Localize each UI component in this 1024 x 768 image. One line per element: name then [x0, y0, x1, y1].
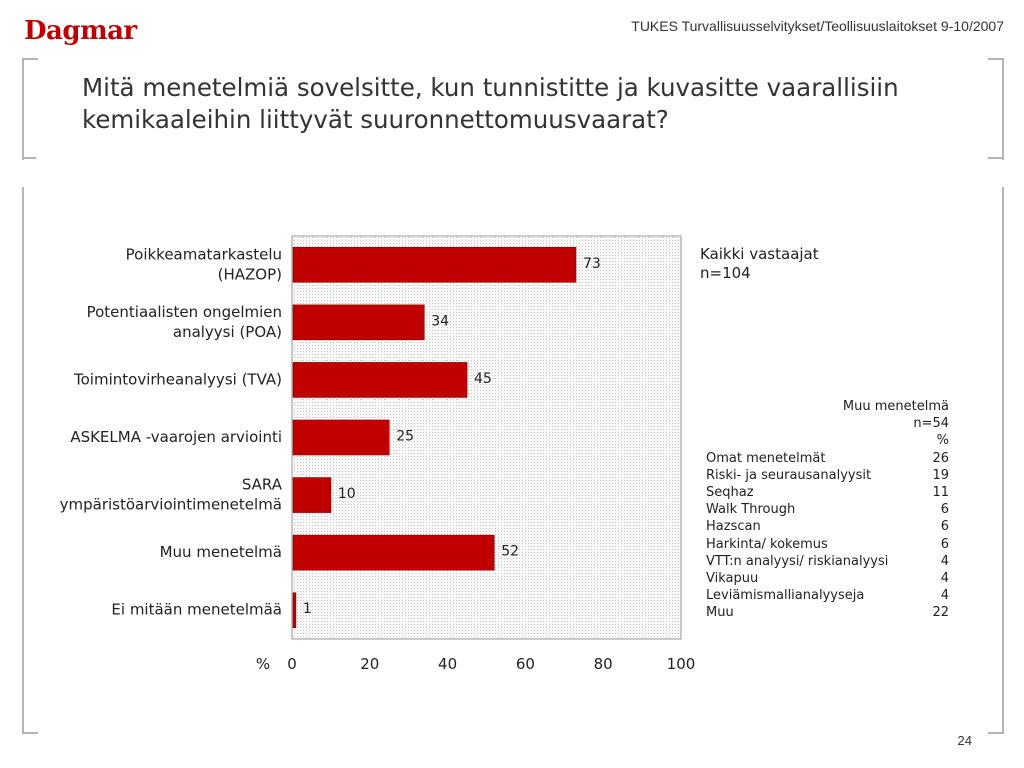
category-label: analyysi (POA) — [172, 322, 282, 341]
bar-value-label: 1 — [302, 601, 312, 618]
muu-table-n: n=54 — [913, 416, 949, 432]
page-number: 24 — [957, 733, 972, 748]
muu-row-label: Vikapuu — [706, 571, 759, 587]
bar-value-label: 25 — [396, 428, 415, 445]
category-label: Ei mitään menetelmää — [111, 600, 282, 619]
muu-row-label: Omat menetelmät — [706, 450, 826, 466]
muu-table-row — [706, 536, 949, 553]
bar-6 — [293, 535, 494, 570]
muu-row-value: 22 — [932, 605, 949, 621]
x-tick-label: 40 — [438, 655, 458, 673]
muu-row-value: 6 — [940, 536, 949, 552]
muu-table-title: Muu menetelmä — [842, 399, 949, 414]
bar-2 — [293, 305, 424, 340]
bar-value-label: 34 — [431, 313, 450, 330]
slide-title: Mitä menetelmiä sovelsitte, kun tunnistitte ja kuvasitte vaarallisiin kemikaaleihin liittyvät suuronnettomuusvaarat? — [82, 73, 899, 134]
muu-table-row — [706, 467, 949, 484]
bar-7 — [293, 593, 296, 628]
respondents-note — [700, 245, 819, 283]
x-tick-label: 0 — [287, 655, 297, 673]
muu-row-value: 26 — [932, 450, 949, 466]
muu-row-value: 6 — [940, 502, 949, 518]
muu-table-row — [706, 587, 949, 604]
muu-row-value: 4 — [940, 571, 949, 587]
report-reference: TUKES Turvallisuusselvitykset/Teollisuuslaitokset 9-10/2007 — [631, 18, 1004, 34]
bar-value-label: 52 — [501, 543, 520, 560]
muu-table-row — [706, 604, 949, 621]
muu-row-label: Leviämismallianalyyseja — [706, 588, 865, 604]
muu-table-row — [706, 553, 949, 570]
muu-row-value: 19 — [932, 467, 949, 483]
respondents-count: n=104 — [700, 264, 751, 282]
category-label: SARA — [241, 475, 282, 494]
x-tick-label: 80 — [593, 655, 613, 673]
x-tick-label: 60 — [515, 655, 535, 673]
muu-table-row — [706, 450, 949, 467]
category-label: ympäristöarviointimenetelmä — [59, 495, 282, 514]
bar-5 — [293, 478, 331, 513]
respondents-label: Kaikki vastaajat — [700, 245, 819, 263]
muu-row-value: 6 — [940, 519, 949, 535]
muu-row-value: 4 — [940, 588, 949, 604]
muu-row-label: VTT:n analyysi/ riskianalyysi — [706, 553, 889, 569]
muu-row-value: 11 — [932, 485, 949, 501]
category-label: Toimintovirheanalyysi (TVA) — [74, 370, 282, 389]
muu-breakdown-table — [706, 398, 949, 622]
muu-table-row — [706, 501, 949, 518]
muu-table-unit: % — [936, 433, 949, 449]
bar-4 — [293, 420, 389, 455]
muu-table-row — [706, 518, 949, 535]
bar-1 — [293, 247, 576, 282]
category-label: ASKELMA -vaarojen arviointi — [70, 428, 282, 446]
category-label: Muu menetelmä — [159, 543, 282, 562]
bar-value-label: 10 — [337, 486, 356, 503]
x-tick-label: 100 — [666, 655, 696, 673]
muu-table-row — [706, 484, 949, 501]
category-label: Poikkeamatarkastelu — [125, 245, 282, 264]
x-tick-label: 20 — [360, 655, 380, 673]
category-label: Potentiaalisten ongelmien — [86, 302, 282, 321]
muu-row-label: Riski- ja seurausanalyysit — [706, 467, 872, 483]
muu-row-label: Hazscan — [706, 519, 761, 535]
muu-row-label: Walk Through — [706, 502, 796, 518]
bar-value-label: 73 — [582, 255, 601, 272]
bar-3 — [293, 362, 467, 397]
bar-value-label: 45 — [474, 370, 492, 387]
x-axis-label: % — [255, 655, 271, 673]
muu-row-label: Harkinta/ kokemus — [706, 536, 828, 552]
muu-row-label: Muu — [706, 605, 734, 621]
muu-row-label: Seqhaz — [706, 485, 754, 501]
muu-table-row — [706, 570, 949, 587]
brand-logo: Dagmar — [24, 16, 137, 46]
category-label: (HAZOP) — [217, 265, 282, 284]
muu-row-value: 4 — [940, 553, 949, 569]
